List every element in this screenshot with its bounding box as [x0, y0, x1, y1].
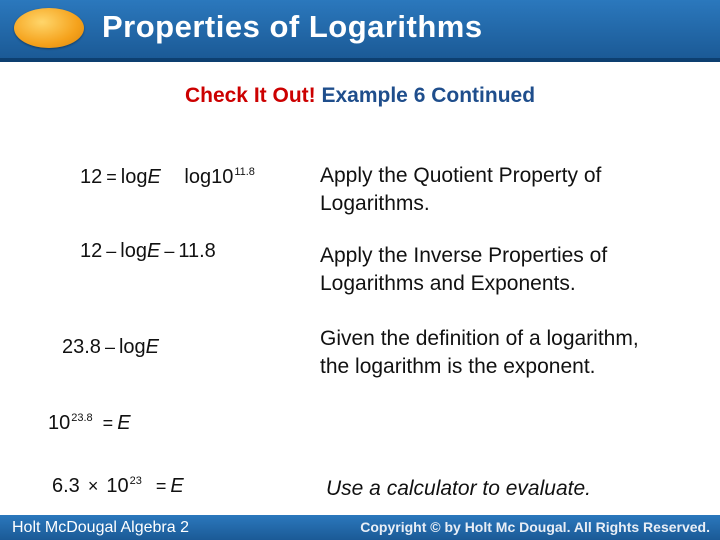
eq3-e: E	[145, 336, 159, 358]
footer-course-label: Holt McDougal Algebra 2	[12, 519, 189, 536]
eq4-equals: =	[102, 413, 114, 433]
eq5-times: ×	[87, 476, 99, 496]
eq4-e: E	[117, 412, 131, 434]
eq2-lhs: 12	[80, 240, 103, 262]
equation-step-5	[52, 475, 184, 498]
eq2-value: 11.8	[178, 240, 216, 262]
eq5-e: E	[170, 475, 184, 497]
header-bar	[0, 0, 720, 62]
eq1-base: 10	[211, 166, 234, 188]
slide-subtitle	[0, 84, 720, 108]
eq2-e: E	[146, 240, 161, 262]
footer-bar	[0, 515, 720, 540]
eq4-base: 10	[48, 412, 71, 434]
eq5-base: 10	[106, 475, 129, 497]
eq2-minus: –	[164, 241, 175, 261]
eq5-coefficient: 6.3	[52, 475, 80, 497]
check-it-out-label: Check It Out!	[184, 84, 316, 107]
note-step-5: Use a calculator to evaluate.	[326, 477, 591, 500]
eq1-e: E	[147, 166, 161, 188]
equation-step-2	[80, 240, 216, 263]
eq5-exponent: 23	[129, 475, 142, 487]
equation-step-3	[62, 336, 159, 359]
eq1-exponent: 11.8	[234, 166, 255, 178]
eq2-log: log	[120, 240, 147, 262]
eq1-equals: =	[106, 167, 117, 187]
eq1-lhs: 12	[80, 166, 103, 188]
eq3-log: log	[118, 336, 146, 358]
footer-copyright: Copyright © by Holt Mc Dougal. All Rights Reserved.	[360, 519, 710, 535]
orange-oval-logo	[14, 8, 84, 48]
equation-step-1	[80, 166, 255, 189]
note-step-1: Apply the Quotient Property of Logarithms.	[320, 164, 602, 215]
eq1-log2: log	[184, 166, 212, 188]
eq3-op: –	[104, 337, 115, 357]
example-label: Example 6 Continued	[321, 84, 536, 107]
eq4-exponent: 23.8	[71, 412, 93, 424]
note-step-3: Given the definition of a logarithm, the logarithm is the exponent.	[320, 327, 639, 378]
note-step-2: Apply the Inverse Properties of Logarithms and Exponents.	[320, 244, 608, 295]
eq2-op: –	[106, 241, 117, 261]
equation-step-4	[48, 412, 131, 435]
eq3-lhs: 23.8	[62, 336, 101, 358]
page-title: Properties of Logarithms	[102, 9, 483, 44]
eq5-equals: =	[155, 476, 167, 496]
eq1-log: log	[120, 166, 148, 188]
